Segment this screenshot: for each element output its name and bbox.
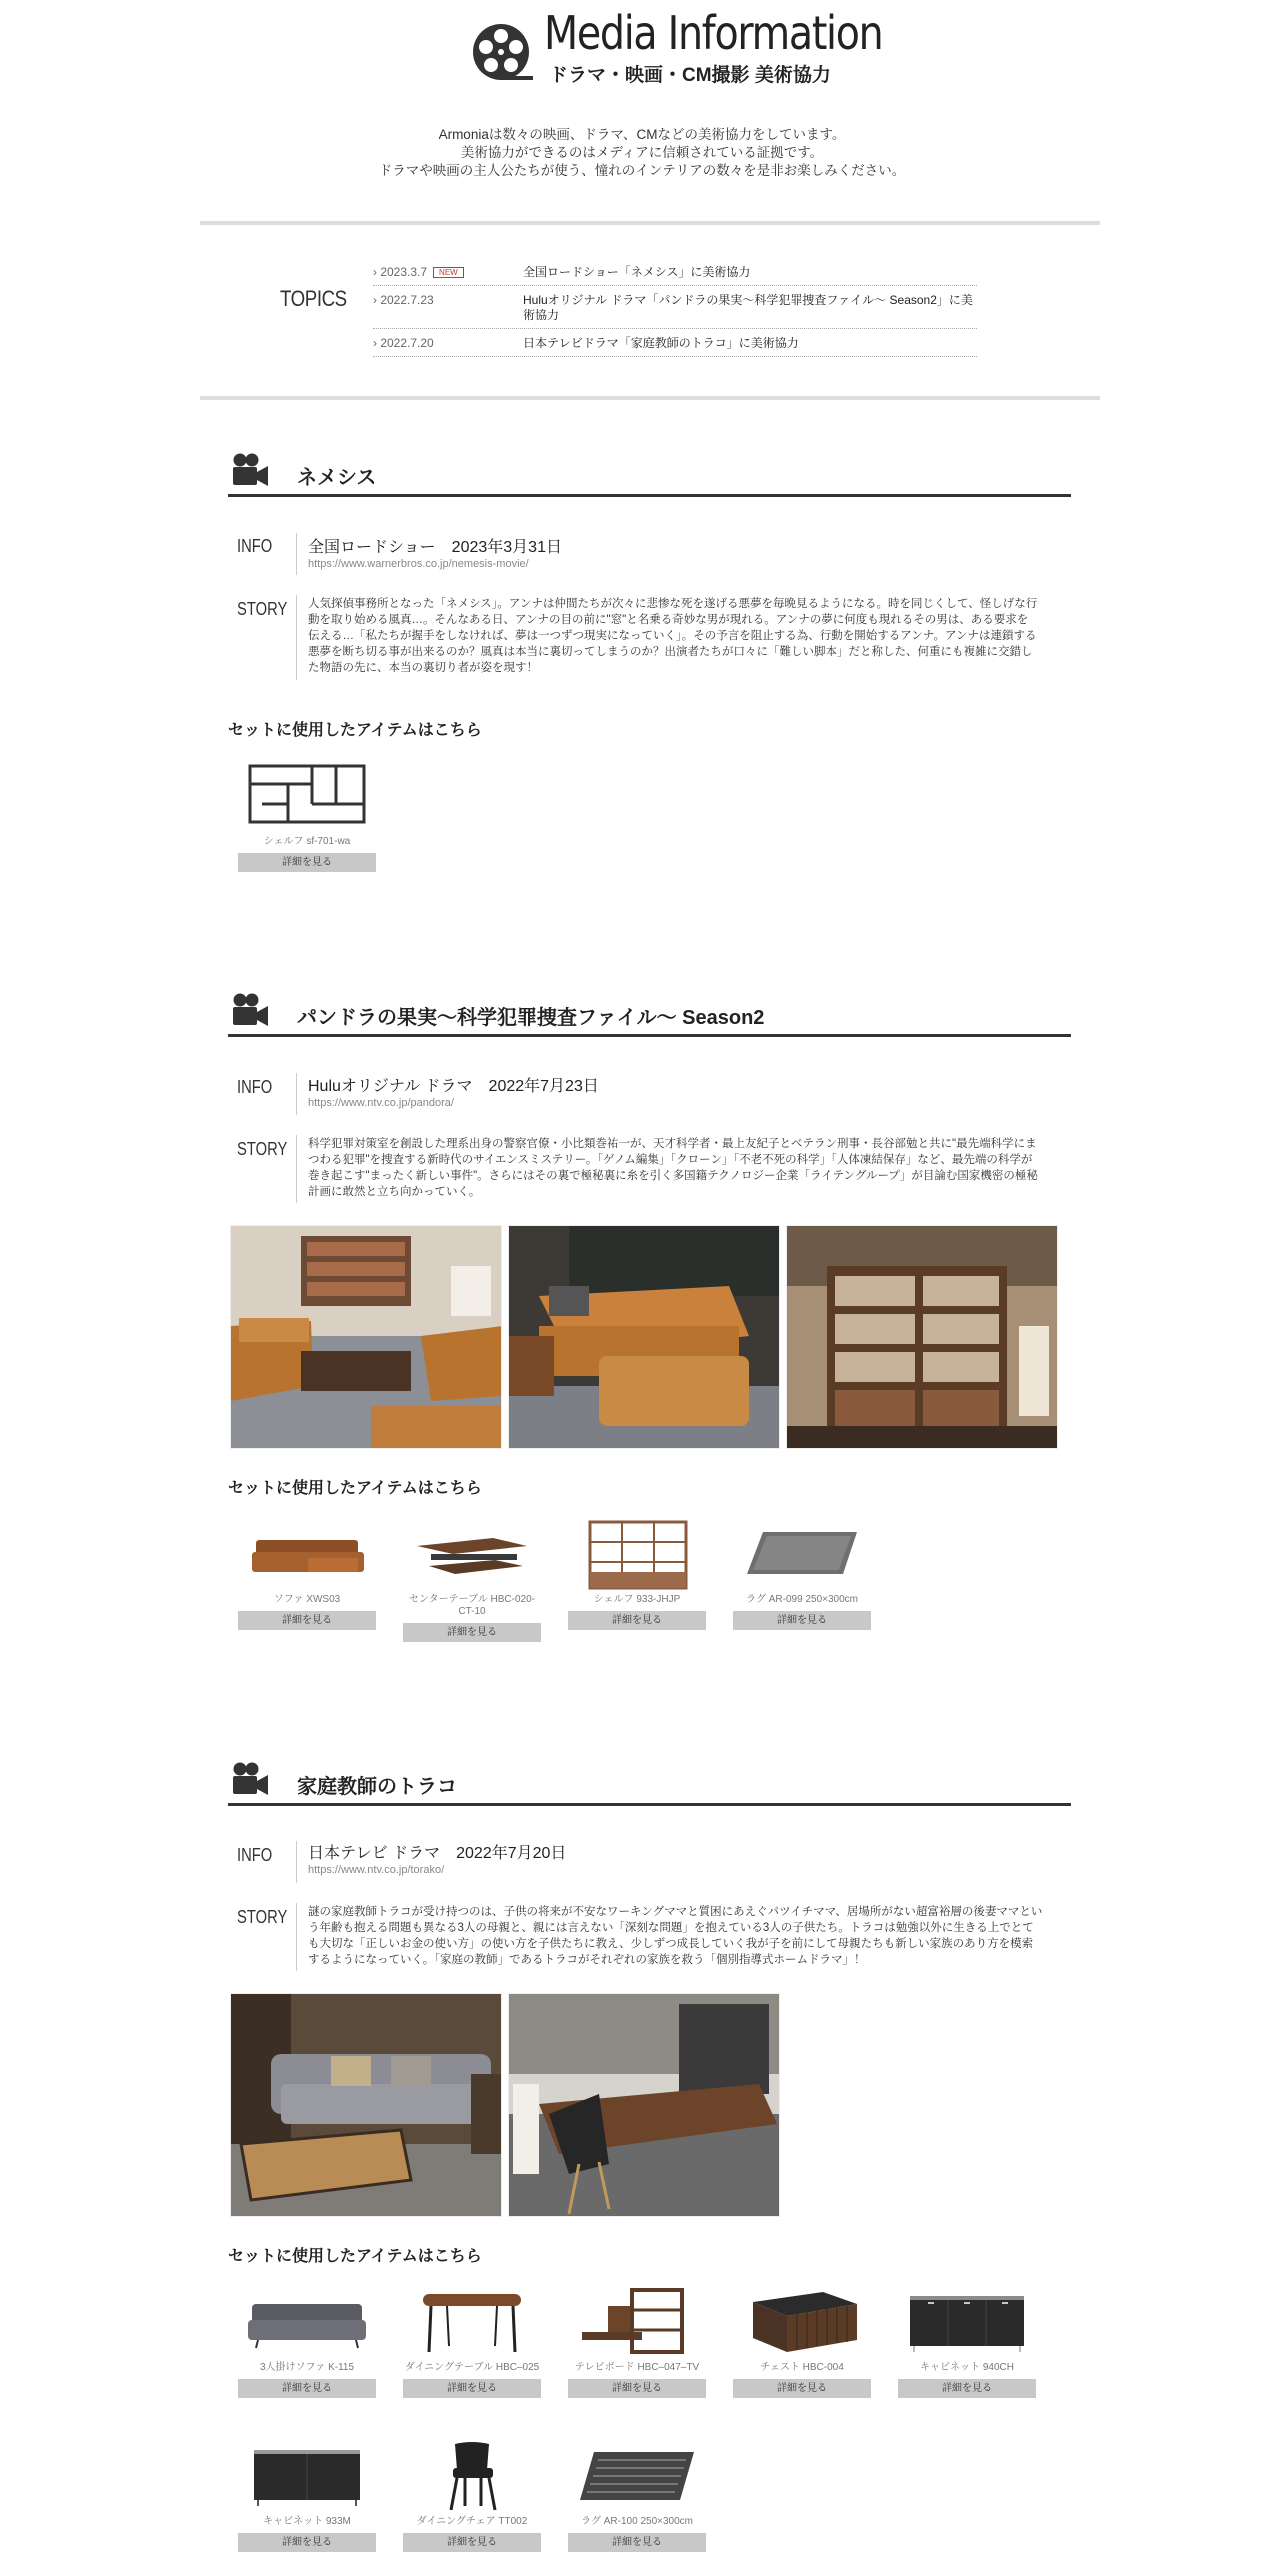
product-image[interactable]: [403, 2440, 541, 2512]
product-name: 3人掛けソファ K-115: [259, 2362, 355, 2373]
detail-button[interactable]: 詳細を見る: [733, 1611, 871, 1630]
topics-top-divider: [200, 221, 1100, 225]
product-image[interactable]: [568, 2286, 706, 2358]
product-name: ラグ AR-099 250×300cm: [745, 1594, 858, 1605]
section-divider: [228, 1034, 1071, 1037]
intro-line: Armoniaは数々の映画、ドラマ、CMなどの美術協力をしています。: [438, 127, 846, 142]
product-image[interactable]: [733, 1518, 871, 1590]
product-card[interactable]: [403, 2440, 541, 2552]
detail-button[interactable]: 詳細を見る: [403, 1623, 541, 1642]
set-items-heading: セットに使用したアイテムはこちら: [228, 1480, 482, 1497]
topic-link[interactable]: 全国ロードショー「ネメシス」に美術協力: [523, 265, 751, 279]
product-card[interactable]: [568, 1518, 706, 1630]
product-card[interactable]: [403, 1518, 541, 1642]
movie-camera-icon: [231, 1762, 269, 1796]
scene-photo-living-room: [230, 1225, 502, 1449]
official-url-link[interactable]: https://www.ntv.co.jp/pandora/: [308, 1097, 454, 1109]
intro-line: ドラマや映画の主人公たちが使う、憧れのインテリアの数々を是非お楽しみください。: [378, 163, 906, 178]
product-card[interactable]: [568, 2286, 706, 2398]
product-card[interactable]: [403, 2286, 541, 2398]
vertical-divider: [296, 595, 297, 680]
section-divider: [228, 494, 1071, 497]
story-label: STORY: [237, 599, 288, 619]
page-title: Media Information: [544, 6, 883, 60]
topic-item[interactable]: [373, 329, 977, 357]
page-subtitle: ドラマ・映画・CM撮影 美術協力: [549, 65, 831, 86]
new-badge: NEW: [433, 267, 464, 278]
official-url-link[interactable]: https://www.ntv.co.jp/torako/: [308, 1864, 445, 1876]
set-items-heading: セットに使用したアイテムはこちら: [228, 2248, 482, 2265]
scene-photo-bookshelf: [786, 1225, 1058, 1449]
topics-label: TOPICS: [280, 286, 347, 311]
product-name: キャビネット 933M: [263, 2516, 351, 2527]
info-label: INFO: [237, 1845, 273, 1865]
vertical-divider: [296, 1073, 297, 1115]
topic-date: › 2022.7.20: [373, 336, 434, 350]
topic-item[interactable]: [373, 258, 977, 286]
product-card[interactable]: [238, 2440, 376, 2552]
product-card[interactable]: [733, 1518, 871, 1630]
product-card[interactable]: [733, 2286, 871, 2398]
story-label: STORY: [237, 1907, 288, 1927]
story-text: 人気探偵事務所となった「ネメシス」。アンナは仲間たちが次々に悲惨な死を遂げる悪夢を毎晩見るようになる。時を同じくして、怪しげな行動を取り始める風真…。そんなある日、アンナの目の前に"窓"と名乗る奇妙な男が現れる。アンナの夢に何度も現れるその男は、ある要求を伝える…「私たちが握手をしなければ、夢は一つずつ現実になっていく」。その予言を阻止する為、行動を開始するアンナ。アンナは連鎖する悪夢を断ち切る事が出来るのか？風真は本当に裏切ってしまうのか？出演者たちが口々に「難しい脚本」だと称した、何重にも複雑に交錯した物語の先に、本当の裏切り者が姿を現す！: [308, 598, 1038, 674]
topic-link[interactable]: 日本テレビドラマ「家庭教師のトラコ」に美術協力: [523, 336, 799, 350]
story-text: 謎の家庭教師トラコが受け持つのは、子供の将来が不安なワーキングママと質困にあえぐパツイチママ、居場所がない超富裕層の後妻ママという年齢も抱える問題も異なる3人の母親と、親には言えない「深刻な問題」を抱えている3人の子供たち。トラコは勉強以外に生きる上でとても大切な「正しいお金の使い方」の使い方を子供たちに教え、少しずつ成長していく我が子を前にして母親たちも新しい家族のあり方を模索するようになっていく。「家庭の教師」であるトラコがそれぞれの家族を救う「個別指導式ホームドラマ」！: [308, 1906, 1043, 1966]
story-label: STORY: [237, 1139, 288, 1159]
product-image[interactable]: [898, 2286, 1036, 2358]
detail-button[interactable]: 詳細を見る: [733, 2379, 871, 2398]
intro-line: 美術協力ができるのはメディアに信頼されている証拠です。: [460, 145, 824, 160]
product-name: ラグ AR-100 250×300cm: [580, 2516, 693, 2527]
product-name: キャビネット 940CH: [920, 2362, 1014, 2373]
movie-camera-icon: [231, 453, 269, 487]
vertical-divider: [296, 1841, 297, 1883]
product-image[interactable]: [238, 760, 376, 832]
product-name: シェルフ 933-JHJP: [593, 1594, 681, 1605]
product-name: チェスト HBC-004: [760, 2362, 844, 2373]
release-info: 全国ロードショー 2023年3月31日: [308, 539, 562, 556]
product-image[interactable]: [238, 2440, 376, 2512]
product-name: ソファ XWS03: [273, 1594, 341, 1605]
product-card[interactable]: [568, 2440, 706, 2552]
product-image[interactable]: [238, 2286, 376, 2358]
detail-button[interactable]: 詳細を見る: [238, 2379, 376, 2398]
detail-button[interactable]: 詳細を見る: [568, 2379, 706, 2398]
product-image[interactable]: [403, 2286, 541, 2358]
vertical-divider: [296, 1903, 297, 1971]
release-info: 日本テレビ ドラマ 2022年7月20日: [308, 1845, 567, 1862]
product-card[interactable]: [898, 2286, 1036, 2398]
detail-button[interactable]: 詳細を見る: [898, 2379, 1036, 2398]
product-card[interactable]: [238, 1518, 376, 1630]
product-name: シェルフ sf-701-wa: [263, 836, 351, 847]
product-name: センターテーブル HBC-020-CT-10: [409, 1594, 535, 1617]
product-image[interactable]: [568, 2440, 706, 2512]
intro-text: [0, 126, 1284, 180]
detail-button[interactable]: 詳細を見る: [568, 1611, 706, 1630]
scene-photo-gray-sofa: [230, 1993, 502, 2217]
product-image[interactable]: [403, 1518, 541, 1590]
topic-date: › 2023.3.7: [373, 265, 428, 279]
section-title: ネメシス: [297, 467, 377, 489]
topic-item[interactable]: [373, 286, 977, 329]
topics-bottom-divider: [200, 396, 1100, 400]
product-image[interactable]: [733, 2286, 871, 2358]
vertical-divider: [296, 1135, 297, 1203]
story-text: 科学犯罪対策室を創設した理系出身の警察官僚・小比類巻祐一が、天才科学者・最上友紀子とベテラン刑事・長谷部勉と共に"最先端科学にまつわる犯罪"を捜査する新時代のサイエンスミステリー。「ゲノム編集」「クローン」「不老不死の科学」「人体凍結保存」など、最先端の科学が巻き起こす"まったく新しい事件"。さらにはその裏で極秘裏に糸を引く多国籍テクノロジー企業「ライテングループ」が目論む国家機密の極秘計画に敢然と立ち向かっていく。: [308, 1138, 1038, 1198]
topic-link[interactable]: Huluオリジナル ドラマ「パンドラの果実～科学犯罪捜査ファイル～ Season2」に美術協力: [523, 293, 973, 322]
detail-button[interactable]: 詳細を見る: [238, 2533, 376, 2552]
detail-button[interactable]: 詳細を見る: [238, 1611, 376, 1630]
film-reel-icon: [471, 22, 533, 84]
detail-button[interactable]: 詳細を見る: [568, 2533, 706, 2552]
topic-date: › 2022.7.23: [373, 293, 434, 307]
detail-button[interactable]: 詳細を見る: [403, 2379, 541, 2398]
product-image[interactable]: [238, 1518, 376, 1590]
topics-list: [373, 258, 977, 357]
product-name: ダイニングテーブル HBC–025: [404, 2362, 540, 2373]
release-info: Huluオリジナル ドラマ 2022年7月23日: [308, 1078, 599, 1095]
detail-button[interactable]: 詳細を見る: [403, 2533, 541, 2552]
product-card[interactable]: [238, 2286, 376, 2398]
info-label: INFO: [237, 1077, 273, 1097]
movie-camera-icon: [231, 993, 269, 1027]
official-url-link[interactable]: https://www.warnerbros.co.jp/nemesis-movie/: [308, 558, 529, 570]
section-title: 家庭教師のトラコ: [297, 1776, 457, 1798]
product-image[interactable]: [568, 1518, 706, 1590]
scene-photo-dining: [508, 1993, 780, 2217]
product-name: テレビボード HBC–047–TV: [574, 2362, 700, 2373]
section-divider: [228, 1803, 1071, 1806]
set-items-heading: セットに使用したアイテムはこちら: [228, 722, 482, 739]
scene-photo-leather-sofa: [508, 1225, 780, 1449]
product-card[interactable]: [238, 760, 376, 872]
detail-button[interactable]: 詳細を見る: [238, 853, 376, 872]
info-label: INFO: [237, 536, 273, 556]
section-title: パンドラの果実～科学犯罪捜査ファイル～ Season2: [297, 1007, 765, 1029]
product-name: ダイニングチェア TT002: [416, 2516, 528, 2527]
vertical-divider: [296, 533, 297, 575]
